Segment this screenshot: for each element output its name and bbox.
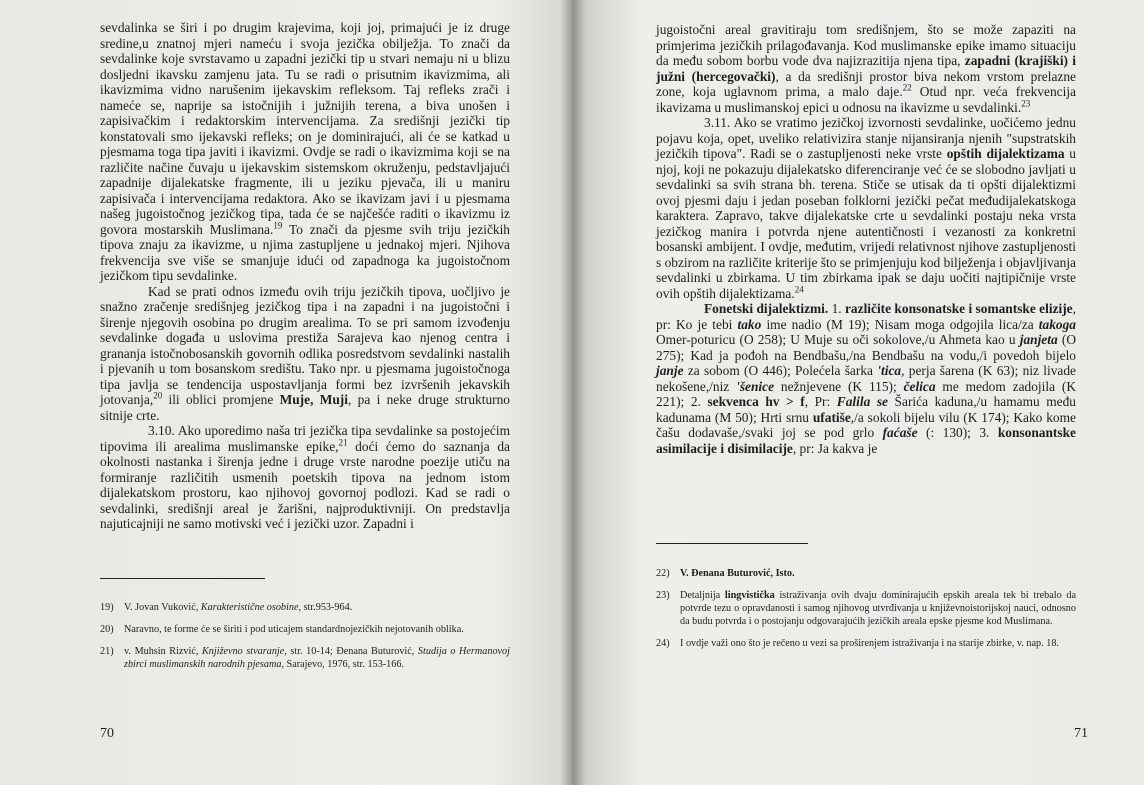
- footnote-text: [124, 645, 510, 671]
- text-run: Otud npr. veća frekvencija ikavizama u muslimanskoj epici u odnosu na ikavizme u sevdalinki.: [656, 84, 1076, 115]
- text-run: me medom zadojila (K 221); 2.: [656, 378, 1076, 409]
- bold-text: lingvistička: [724, 590, 775, 601]
- bold-italic-text: janjeta: [1019, 332, 1058, 347]
- italic-text: Karakterističnе osobine: [200, 602, 299, 613]
- bold-text: zapadni (krajiški) i južni (hercegovački): [656, 53, 1077, 84]
- footnote-ref: 21: [338, 437, 348, 448]
- italic-text: Studija o Hermanovoj zbirci muslimanskih narodnih pjesama: [124, 646, 510, 670]
- footnote-ref: 20: [153, 390, 163, 401]
- bold-italic-text: čelica: [903, 378, 936, 394]
- bold-italic-text: faćaše: [882, 425, 918, 440]
- footnote: [656, 567, 1076, 580]
- footnote-number: 19): [100, 602, 114, 613]
- text-run: , Sarajevo, 1976, str. 153-166.: [281, 659, 404, 670]
- text-run: , perja šarena (K 63); niz livade nekošene,/niz: [656, 363, 1077, 394]
- text-run: , pa i neke druge strukturno sitnije crte.: [100, 392, 510, 423]
- footnote: [100, 601, 510, 614]
- footnote-rule: [656, 543, 808, 544]
- footnote-number: 21): [100, 646, 114, 657]
- footnote: [100, 645, 510, 671]
- text-run: (O 275); Kad ja pođoh na Bendbašu,/na Bendbašu na vodu,/i povedoh bijelo: [656, 332, 1076, 363]
- right-page-body: [656, 22, 1076, 456]
- text-run: ime nadio (M 19); Nisam moga odgojila lica/za: [761, 316, 1039, 332]
- paragraph: [100, 284, 510, 424]
- bold-text: različite konsonatske i somantske elizije: [844, 301, 1073, 316]
- text-run: , str.953-964.: [298, 602, 353, 613]
- paragraph: [100, 20, 510, 284]
- footnote-number: 22): [656, 568, 670, 579]
- bold-italic-text: 'šenice: [736, 378, 775, 394]
- bold-italic-text: tako: [737, 316, 762, 332]
- bold-italic-text: 'tica: [877, 363, 902, 378]
- right-page-footnotes: [656, 567, 1076, 659]
- bold-italic-text: janje: [656, 363, 684, 378]
- text-run: Naravno, te forme će se širiti i pod uticajem standardnojezičkih nejotovanih oblika.: [124, 624, 464, 635]
- text-run: To znači da pjesme svih triju jezičkih tipova znaju za ikavizme, u njima zastupljene u jednakoj mjeri. Njihova frekvencija sve više se smanjuje idući od zapadnoga ka jugoistočnom jezičkom tipu sevdalinke.: [100, 221, 510, 283]
- text-run: I ovdje važi ono što je rečeno u vezi sa proširenjem istraživanja i na starije zbirke, v. nap. 18.: [680, 638, 1059, 649]
- text-run: 1.: [828, 301, 845, 316]
- footnote-ref: 19: [273, 220, 283, 231]
- text-run: u njoj, koji ne pokazuju dijalekatsko diferenciranje već će se slobodno javljati u sevdalinki sa svih strana bh. terena. Stiče se utisak da ti opšti dijalektizmi ovoj pjesmi daju i jedan poseban folklorni jezički pečat međudijalekatskoga karaktera. Zapravo, takve dijalekatske crte u sevdalinki postaju neka vrsta jezičkog manira i potvrda njene autentičnosti i vezanosti za konkretni bosanski ambijent. I ovdje, međutim, vrijedi relativnost njihove zastupljenosti s obzirom na različite kriterije što se primjenjuju kod bilježenja i objavljivanja sevdalinki u zbirkama. U tim zbirkama ipak se daju uočiti najtipičnije vrste ovih opštih dijalektizama.: [656, 146, 1076, 301]
- footnote-ref: 23: [1021, 98, 1031, 109]
- footnote-number: 20): [100, 624, 114, 635]
- text-run: Detaljnija: [680, 590, 725, 601]
- page-number: 71: [1074, 726, 1088, 741]
- bold-italic-text: Falila se: [836, 394, 888, 409]
- footnote-ref: 24: [794, 284, 804, 295]
- text-run: V. Jovan Vuković,: [124, 602, 201, 613]
- text-run: ili oblici promjene: [162, 392, 280, 407]
- bold-italic-text: takoga: [1038, 316, 1076, 332]
- text-run: , a da središnji prostor biva nekom vrstom prelazne zone, koja uglavnom prima, a malo daje.: [656, 68, 1076, 99]
- text-run: , pr: Ko je tebi: [656, 301, 1076, 332]
- footnote-rule: [100, 578, 265, 579]
- text-run: , pr: Ja kakva je: [792, 440, 878, 456]
- text-run: (: 130); 3.: [917, 425, 998, 440]
- footnote-text: [680, 637, 1076, 650]
- text-run: 3.11. Ako se vratimo jezičkoj izvornosti sevdalinke, uočićemo jednu pojavu koja, opet, uveliko relativizira stanje nijansiranja njenih "supstratskih jezičkih tipova". Radi se o zastupljenosti neke vrste: [656, 115, 1076, 161]
- text-run: 3.10. Ako uporedimo naša tri jezička tipa sevdalinke sa postojećim tipovima ili arealima muslimanske epike,: [100, 423, 510, 454]
- footnote: [656, 589, 1076, 628]
- text-run: , Pr:: [804, 394, 837, 409]
- text-run: ,/a sokoli bijelu vilu (K 174); Kako kome čašu dodavaše,/svaki joj se pod grlo: [656, 409, 1076, 440]
- footnote-number: 23): [656, 590, 670, 601]
- text-run: Šarića kaduna,/u hamamu među kadunama (M 50); Hrti srnu: [656, 394, 1076, 425]
- text-run: v. Muhsin Rizvić,: [124, 646, 203, 657]
- bold-text: opštih dijalektizama: [946, 146, 1065, 161]
- text-run: istraživanja ovih dvaju dominirajućih epskih areala tek bi trebalo da potvrde tezu o opravdanosti i samog njihovog utvrđivanja u književnoistorijskoj nauci, odnosno da budu potvrda i o postojanju odgovarajućih jezičkih areala epske pjesme kod Muslimana.: [680, 590, 1077, 627]
- text-run: jugoistočni areal gravitiraju tom središnjem, što se može zapaziti na primjerima jezičkih prilagođavanja. Kod muslimanske epike imamo situaciju da među sobom borbu vode dva najizrazitija njena tipa,: [656, 22, 1076, 68]
- left-page-footnotes: [100, 601, 510, 680]
- footnote-text: [124, 601, 510, 614]
- footnote: [100, 623, 510, 636]
- book-gutter: [560, 0, 586, 785]
- footnote-text: [124, 623, 510, 636]
- text-run: Omer-poturicu (O 258); U Muje su oči sokolove,/u Ahmeta kao u: [656, 332, 1020, 347]
- text-run: za sobom (O 446); Polećela šarka: [683, 363, 878, 378]
- text-run: nežnjevene (K 115);: [774, 378, 904, 394]
- footnote-text: [680, 567, 1076, 580]
- paragraph: [656, 115, 1076, 301]
- footnote-number: 24): [656, 638, 670, 649]
- bold-text: Fonetski dijalektizmi.: [704, 301, 829, 316]
- text-run: sevdalinka se širi i po drugim krajevima, koji joj, primajući je iz druge sredine,u znatnoj mjeri nameću i svoja jezička obilježja. To znači da sevdalinke koje svrstavamo u zapadni jezički tip u stvari nemaju ni u blizu dosljedni ikavsku zamjenu jata. Tu se radi o prisutnim ikavizmima, ali ikavizmima vidno narušenim ijekavskim refleksom. Taj refleks zrači i nameće se, naprije sa istočnijih i južnijih terena, a biva unošen i zapisivačkim i redaktorskim intervencijama. Za središnji jezički tip konstatovali smo ijekavski refleks; on je dominirajući, ali će se katkad u pjesmama toga tipa javiti i ikavizmi. Ovdje se radi o ikavizmima koji se na različite načine čuvaju u ijekavskim sistemskom okruženju, pedstavljajući zapadnije dijalekatske fragmente, ili u jeziku pjevača, ili u maniru zapisivača i intervencijama redaktora. Ako se ikavizam javi i u pjesmama našeg jugoistočnog jezičkog tipa, tada će se najčešće raditi o ikavizmu iz govora mostarskih Muslimana.: [100, 20, 510, 237]
- bold-text: ufatiše: [812, 409, 851, 425]
- left-page-body: [100, 20, 510, 532]
- bold-text: konsonantske asimilacije i disimilacije: [656, 425, 1076, 456]
- paragraph: [656, 301, 1076, 456]
- page-number: 70: [100, 726, 114, 741]
- bold-text: V. Đenana Buturović, Isto.: [680, 568, 795, 579]
- paragraph: [100, 423, 510, 532]
- bold-text: sekvenca hv > f: [707, 394, 805, 409]
- paragraph: [656, 22, 1076, 115]
- text-run: , str. 10-14; Đenana Buturović,: [284, 646, 418, 657]
- footnote: [656, 637, 1076, 650]
- right-page: [572, 0, 1144, 785]
- text-run: doći ćemo do saznanja da okolnosti nastanka i širenja jedne i druge vrste narodne poezije utiču na formiranje različitih usmenih poetskih tipova na jednom istom dijalekatskom prostoru, kao njihovoj govornoj podlozi. Kad se radi o sevdalinki, središnji areal je žarišni, najproduktivniji. On predstavlja najuticajniji ne samo motivski već i jezički uzor. Zapadni i: [100, 438, 510, 531]
- italic-text: Književno stvaranje: [202, 646, 285, 657]
- text-run: Kad se prati odnos između ovih triju jezičkih tipova, uočljivo je snažno zračenje središnjeg jezičkog tipa i na zapadni i na jugoistočni i širenje njegovih osobina po drugim arealima. To se pri samom izvođenju sevdalinke događa u uslovima prestiža Sarajeva kao njenog centra i grananja istočnobosanskih govornih odlika posredstvom sevdalinki nastalih i pjevanih u tom bosanskom središtu. Tako npr. u pjesmama jugoistočnoga tipa javlja se tendencija uspostavljanja formi bez izvršenih jekavskih jotovanja,: [100, 283, 510, 407]
- footnote-ref: 22: [902, 82, 912, 93]
- footnote-text: [680, 589, 1076, 628]
- bold-text: Muje, Muji: [279, 392, 348, 407]
